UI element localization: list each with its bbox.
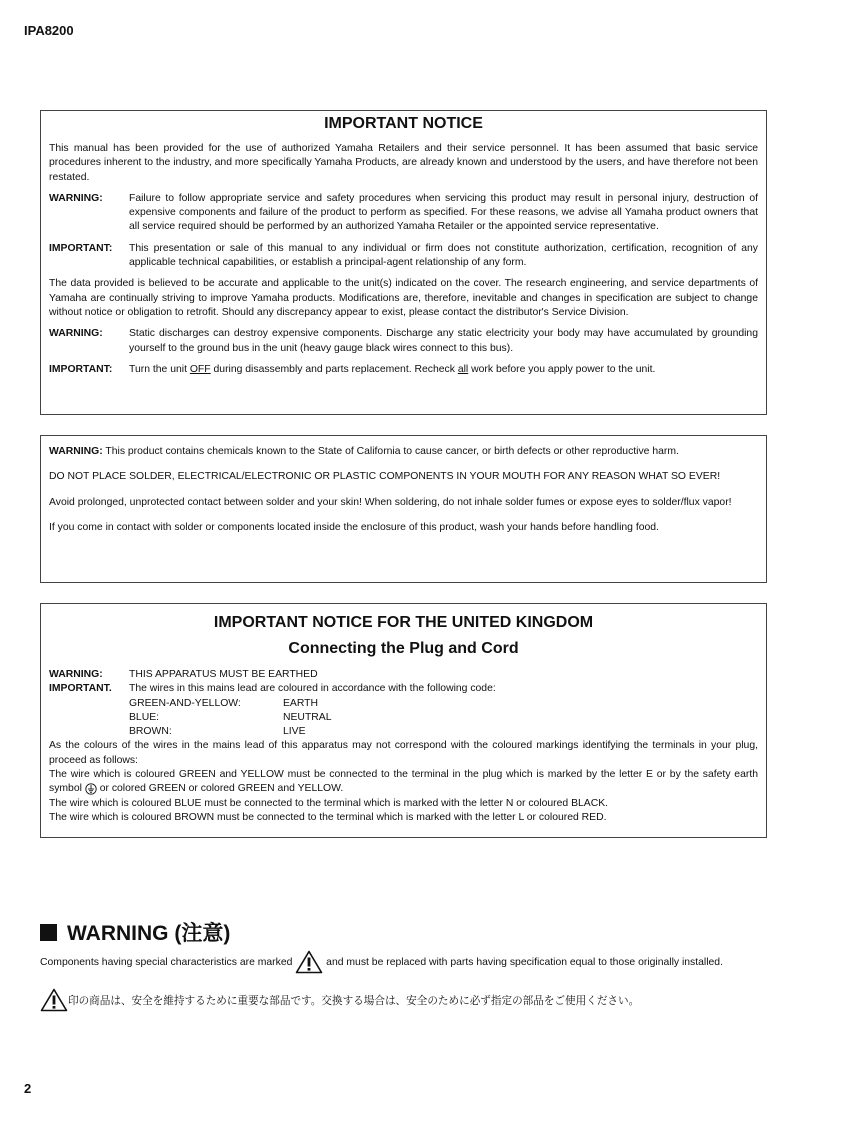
- important-text: This presentation or sale of this manual to any individual or firm does not constitute authorization, certification, recognition of any applicable technical capabilities, or establish a principal-agent relationship of any form.: [129, 242, 758, 269]
- warning-text: Failure to follow appropriate service and safety procedures when servicing this product may result in personal injury, destruction of expensive components and failure of the product to perform as specified. For these reasons, we advise all Yamaha product owners that all service required should be performed by an authorized Yamaha Retailer or the appointed service representative.: [129, 192, 758, 233]
- notice-warning-2: [49, 327, 758, 356]
- uk-green-yellow-rule: [49, 768, 758, 797]
- wire-code-row: [49, 725, 758, 739]
- california-warning: [49, 445, 758, 459]
- wire-color: GREEN-AND-YELLOW:: [129, 697, 241, 709]
- wire-meaning: EARTH: [283, 697, 319, 709]
- notice-important-1: [49, 242, 758, 271]
- avoid-contact-warning: Avoid prolonged, unprotected contact between solder and your skin! When soldering, do not inhale solder fumes or expose eyes to solder/flux vapor!: [49, 496, 732, 508]
- japanese-warning-text: 印の商品は、安全を維持するために重要な部品です。交換する場合は、安全のために必ず指定の部品をご使用ください。: [68, 994, 640, 1007]
- uk-brown-rule: The wire which is coloured BROWN must be connected to the terminal which is marked with the letter L or coloured RED.: [49, 811, 607, 823]
- warning-label: WARNING:: [49, 192, 103, 204]
- notice-intro: This manual has been provided for the use of authorized Yamaha Retailers and their service personnel. It has been assumed that basic service procedures inherent to the industry, and more specifically Yamaha Products, are already known and understood by the users, and have therefore not been restated.: [49, 143, 758, 183]
- uk-notice-title: IMPORTANT NOTICE FOR THE UNITED KINGDOM: [213, 614, 594, 631]
- important-text: [129, 363, 758, 377]
- uk-important-row: [49, 682, 758, 696]
- warning-components-text: [40, 950, 768, 974]
- wire-code-row: [49, 711, 758, 725]
- wire-color: BLUE:: [129, 711, 160, 723]
- important-text-a: Turn the unit: [129, 363, 190, 375]
- green-yellow-text-b: or colored GREEN or colored GREEN and YELLOW.: [96, 783, 344, 795]
- black-square-icon: [40, 924, 57, 941]
- uk-warning-label: WARNING:: [49, 669, 103, 680]
- california-warning-box: [40, 435, 767, 583]
- important-notice-box: [40, 110, 767, 415]
- california-warning-text: This product contains chemicals known to the State of California to cause cancer, or birth defects or other reproductive harm.: [102, 446, 679, 457]
- solder-mouth-warning: DO NOT PLACE SOLDER, ELECTRICAL/ELECTRONIC OR PLASTIC COMPONENTS IN YOUR MOUTH FOR ANY REASON WHAT SO EVER!: [49, 471, 721, 483]
- warning-heading-text: WARNING (注意): [67, 922, 231, 945]
- off-word: OFF: [189, 363, 211, 375]
- warning-triangle-icon: [40, 988, 68, 1012]
- uk-notice-subtitle: Connecting the Plug and Cord: [288, 640, 519, 657]
- uk-notice-box: [40, 603, 767, 838]
- warning-text-a: Components having special characteristics are marked: [40, 956, 296, 968]
- uk-warning-row: [49, 668, 758, 682]
- uk-colours-paragraph: As the colours of the wires in the mains lead of this apparatus may not correspond with the coloured markings identifying the terminals in your plug, proceed as follows:: [49, 740, 758, 766]
- important-notice-title: IMPORTANT NOTICE: [324, 115, 483, 132]
- important-label: IMPORTANT:: [49, 363, 113, 375]
- warning-triangle-icon: [295, 950, 323, 974]
- japanese-warning-line: [40, 988, 639, 1012]
- warning-label: WARNING:: [49, 328, 103, 340]
- uk-warning-text: THIS APPARATUS MUST BE EARTHED: [129, 669, 318, 680]
- wire-meaning: LIVE: [283, 726, 306, 738]
- green-yellow-text-a: The wire which is coloured GREEN and YELLOW must be connected to the terminal in the plug which is marked by the letter E or by the safety earth symbol: [49, 769, 758, 795]
- page-number: 2: [24, 1081, 32, 1096]
- uk-blue-rule: The wire which is coloured BLUE must be connected to the terminal which is marked with the letter N or coloured BLACK.: [49, 797, 609, 809]
- header-model: IPA8200: [24, 23, 74, 38]
- notice-warning-1: [49, 192, 758, 235]
- wire-code-row: [49, 697, 758, 711]
- wire-color: BROWN:: [129, 726, 172, 738]
- all-word: all: [457, 363, 469, 375]
- california-warning-label: WARNING:: [49, 446, 103, 457]
- important-label: IMPORTANT:: [49, 242, 113, 254]
- warning-heading: [40, 917, 230, 947]
- earth-symbol-icon: [85, 783, 97, 795]
- warning-text-b: and must be replaced with parts having specification equal to those originally installed.: [323, 956, 723, 968]
- uk-important-label: IMPORTANT.: [49, 683, 112, 695]
- uk-important-text: The wires in this mains lead are coloured in accordance with the following code:: [129, 683, 496, 695]
- wire-meaning: NEUTRAL: [283, 711, 332, 723]
- important-text-b: during disassembly and parts replacement. Recheck: [210, 363, 458, 375]
- warning-text: Static discharges can destroy expensive components. Discharge any static electricity your body may have accumulated by grounding yourself to the ground bus in the unit (heavy gauge black wires connect to this bus).: [129, 328, 758, 354]
- notice-important-2: [49, 363, 758, 377]
- important-text-c: work before you apply power to the unit.: [468, 363, 656, 375]
- wash-hands-warning: If you come in contact with solder or components located inside the enclosure of this product, wash your hands before handling food.: [49, 521, 659, 533]
- notice-data-paragraph: The data provided is believed to be accurate and applicable to the unit(s) indicated on the cover. The research engineering, and service departments of Yamaha are continually striving to improve Yamaha products. Modifications are, therefore, inevitable and changes in specification are subject to change without notice or obligation to retrofit. Should any discrepancy appear to exist, please contact the distributor's Service Division.: [49, 278, 758, 318]
